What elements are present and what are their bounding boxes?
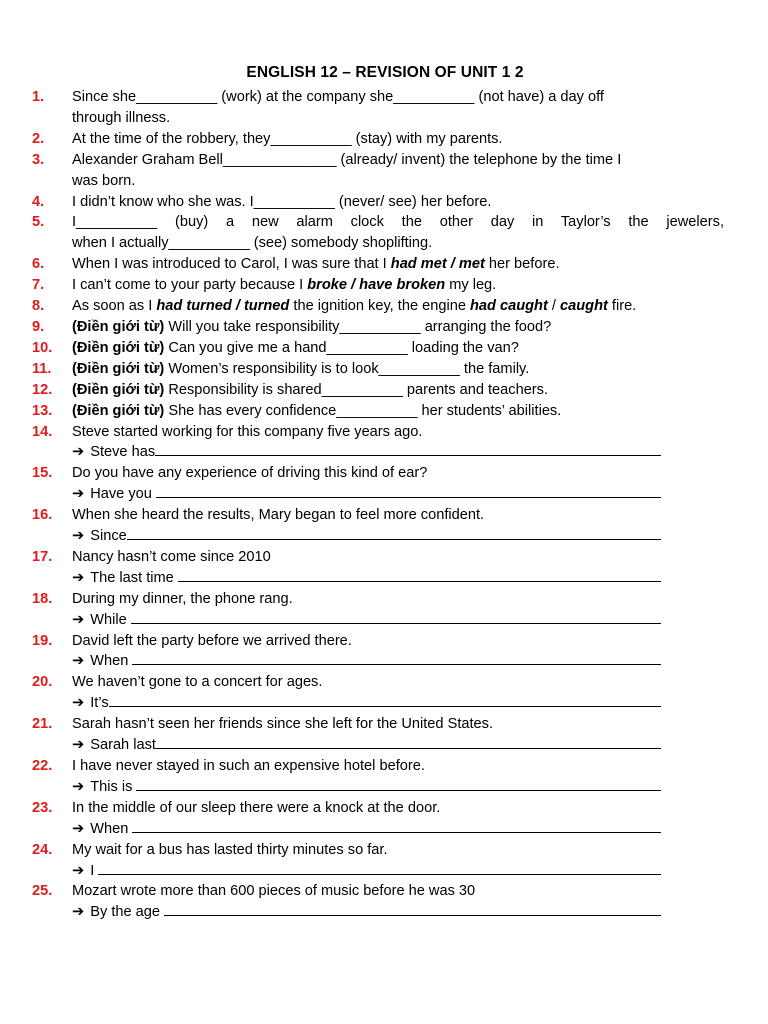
- rewrite-prompt: It’s: [90, 695, 109, 712]
- rewrite-answer-line: [72, 693, 724, 714]
- rewrite-answer-line: [72, 610, 724, 631]
- question-number: 14.: [32, 423, 53, 440]
- question-number: 7.: [32, 277, 45, 294]
- question-number: 10.: [32, 339, 53, 356]
- question-14: [32, 422, 724, 464]
- question-text-line: [72, 338, 724, 359]
- question-number: 12.: [32, 381, 53, 398]
- text-segment: the ignition key, the engine: [289, 298, 470, 315]
- text-segment: /: [547, 298, 561, 315]
- arrow-right-icon: ➔: [72, 444, 85, 461]
- question-text-line: [72, 359, 724, 380]
- question-number: 13.: [32, 402, 53, 419]
- question-number: 19.: [32, 632, 53, 649]
- arrow-right-icon: ➔: [72, 569, 85, 586]
- question-text-line: Sarah hasn’t seen her friends since she left for the United States.: [72, 716, 494, 733]
- question-3: [32, 150, 724, 192]
- rewrite-prompt: Steve has: [90, 444, 156, 461]
- answer-blank[interactable]: [156, 736, 661, 749]
- question-11: [32, 359, 724, 380]
- rewrite-answer-line: [72, 819, 724, 840]
- text-segment: I can’t come to your party because I: [72, 277, 308, 294]
- worksheet-title: ENGLISH 12 – REVISION OF UNIT 1 2: [246, 64, 524, 81]
- arrow-right-icon: ➔: [72, 486, 85, 503]
- text-segment: Can you give me a hand__________ loading the van?: [164, 339, 519, 356]
- question-number: 18.: [32, 590, 53, 607]
- instruction-tag: (Điền giới từ): [72, 402, 165, 419]
- question-2: [32, 129, 724, 150]
- question-text-line: [72, 254, 724, 275]
- question-text-line: [72, 380, 724, 401]
- rewrite-answer-line: [72, 442, 724, 463]
- question-text-line: [72, 296, 724, 317]
- question-6: [32, 254, 724, 275]
- rewrite-answer-line: [72, 651, 724, 672]
- question-number: 22.: [32, 758, 53, 774]
- question-text-line: I have never stayed in such an expensive hotel before.: [72, 758, 425, 774]
- arrow-right-icon: ➔: [72, 820, 85, 837]
- question-number: 5.: [32, 214, 45, 231]
- rewrite-prompt: By the age: [90, 904, 165, 921]
- arrow-right-icon: ➔: [72, 528, 85, 545]
- question-25: [32, 881, 724, 923]
- question-number: 24.: [32, 841, 53, 858]
- question-text-line: When she heard the results, Mary began to feel more confident.: [72, 507, 485, 524]
- question-19: [32, 631, 724, 673]
- question-9: [32, 317, 724, 338]
- question-text-line: I didn’t know who she was. I__________ (never/ see) her before.: [72, 193, 492, 210]
- answer-blank[interactable]: [98, 862, 661, 875]
- rewrite-answer-line: [72, 902, 724, 923]
- question-13: [32, 401, 724, 422]
- instruction-tag: (Điền giới từ): [72, 381, 165, 398]
- arrow-right-icon: ➔: [72, 611, 85, 628]
- question-text-line: [72, 275, 724, 296]
- answer-blank[interactable]: [164, 903, 661, 916]
- question-number: 20.: [32, 674, 53, 691]
- rewrite-prompt: Since: [90, 528, 127, 545]
- question-number: 4.: [32, 193, 45, 210]
- question-20: [32, 672, 724, 714]
- rewrite-prompt: Sarah last: [90, 737, 156, 754]
- answer-choices: caught: [560, 298, 608, 315]
- question-text-line: We haven’t gone to a concert for ages.: [72, 674, 323, 691]
- arrow-right-icon: ➔: [72, 737, 85, 754]
- question-number: 6.: [32, 256, 45, 273]
- text-segment: her before.: [484, 256, 560, 273]
- question-15: [32, 463, 724, 505]
- question-text-line: was born.: [72, 172, 136, 189]
- rewrite-prompt: The last time: [90, 569, 178, 586]
- instruction-tag: (Điền giới từ): [72, 360, 165, 377]
- question-1: [32, 87, 724, 129]
- question-number: 16.: [32, 507, 53, 524]
- question-7: [32, 275, 724, 296]
- question-16: [32, 505, 724, 547]
- question-text-line: Since she__________ (work) at the company she__________ (not have) a day off: [72, 89, 604, 105]
- question-24: [32, 840, 724, 882]
- question-8: [32, 296, 724, 317]
- arrow-right-icon: ➔: [72, 695, 85, 712]
- text-segment: my leg.: [445, 277, 497, 294]
- arrow-right-icon: ➔: [72, 862, 85, 879]
- question-text-line: [72, 401, 724, 422]
- question-17: [32, 547, 724, 589]
- instruction-tag: (Điền giới từ): [72, 318, 165, 335]
- question-text-line: My wait for a bus has lasted thirty minutes so far.: [72, 841, 388, 858]
- rewrite-prompt: When: [90, 820, 133, 837]
- question-4: [32, 192, 724, 213]
- question-text-line: Alexander Graham Bell______________ (already/ invent) the telephone by the time I: [72, 151, 622, 168]
- text-segment: As soon as I: [72, 298, 157, 315]
- answer-blank[interactable]: [178, 569, 661, 582]
- question-number: 23.: [32, 799, 53, 816]
- question-number: 2.: [32, 130, 45, 147]
- answer-blank[interactable]: [155, 443, 661, 456]
- rewrite-prompt: Have you: [90, 486, 156, 503]
- question-12: [32, 380, 724, 401]
- answer-blank[interactable]: [109, 694, 661, 707]
- answer-blank[interactable]: [156, 485, 661, 498]
- question-number: 8.: [32, 298, 45, 315]
- question-5: [32, 212, 724, 254]
- rewrite-answer-line: [72, 861, 724, 882]
- answer-blank[interactable]: [127, 527, 661, 540]
- question-18: [32, 589, 724, 631]
- question-number: 25.: [32, 883, 53, 900]
- question-number: 17.: [32, 548, 53, 565]
- answer-blank[interactable]: [136, 778, 661, 791]
- arrow-right-icon: ➔: [72, 778, 85, 795]
- answer-choices: broke / have broken: [307, 277, 446, 294]
- answer-choices: had turned / turned: [156, 298, 290, 315]
- rewrite-answer-line: [72, 735, 724, 756]
- question-text-line: [72, 317, 724, 338]
- text-segment: When I was introduced to Carol, I was sure that I: [72, 256, 391, 273]
- rewrite-prompt: I: [90, 862, 99, 879]
- answer-blank[interactable]: [132, 820, 661, 833]
- rewrite-prompt: This is: [90, 778, 137, 795]
- question-text-line: During my dinner, the phone rang.: [72, 590, 293, 607]
- question-text-line: In the middle of our sleep there were a knock at the door.: [72, 799, 441, 816]
- rewrite-answer-line: [72, 777, 724, 798]
- text-segment: Women’s responsibility is to look__________ the family.: [164, 360, 530, 377]
- question-text-line: when I actually__________ (see) somebody shoplifting.: [72, 235, 433, 252]
- instruction-tag: (Điền giới từ): [72, 339, 165, 356]
- rewrite-answer-line: [72, 568, 724, 589]
- question-text-line: Do you have any experience of driving this kind of ear?: [72, 465, 428, 482]
- text-segment: fire.: [607, 298, 637, 315]
- question-number: 1.: [32, 89, 45, 105]
- question-text-line: Steve started working for this company five years ago.: [72, 423, 423, 440]
- question-text-line: Mozart wrote more than 600 pieces of music before he was 30: [72, 883, 476, 900]
- answer-choices: had met / met: [390, 256, 485, 273]
- question-10: [32, 338, 724, 359]
- question-number: 11.: [32, 360, 52, 377]
- rewrite-answer-line: [72, 484, 724, 505]
- question-text-line: At the time of the robbery, they__________ (stay) with my parents.: [72, 130, 503, 147]
- question-21: [32, 714, 724, 756]
- answer-choices: had caught: [470, 298, 548, 315]
- question-text-line: through illness.: [72, 109, 171, 126]
- rewrite-prompt: When: [90, 653, 133, 670]
- question-text-line: I__________ (buy) a new alarm clock the other day in Taylor’s the jewelers,: [72, 214, 724, 231]
- arrow-right-icon: ➔: [72, 653, 85, 670]
- arrow-right-icon: ➔: [72, 904, 85, 921]
- question-text-line: David left the party before we arrived there.: [72, 632, 352, 649]
- question-number: 3.: [32, 151, 45, 168]
- text-segment: Will you take responsibility__________ arranging the food?: [164, 318, 552, 335]
- text-segment: She has every confidence__________ her students’ abilities.: [164, 402, 562, 419]
- answer-blank[interactable]: [131, 611, 661, 624]
- rewrite-answer-line: [72, 526, 724, 547]
- question-number: 15.: [32, 465, 53, 482]
- question-22: [32, 756, 724, 798]
- question-number: 9.: [32, 318, 45, 335]
- rewrite-prompt: While: [90, 611, 131, 628]
- question-number: 21.: [32, 716, 53, 733]
- text-segment: Responsibility is shared__________ parents and teachers.: [164, 381, 549, 398]
- answer-blank[interactable]: [132, 652, 661, 665]
- question-text-line: Nancy hasn’t come since 2010: [72, 548, 271, 565]
- question-23: [32, 798, 724, 840]
